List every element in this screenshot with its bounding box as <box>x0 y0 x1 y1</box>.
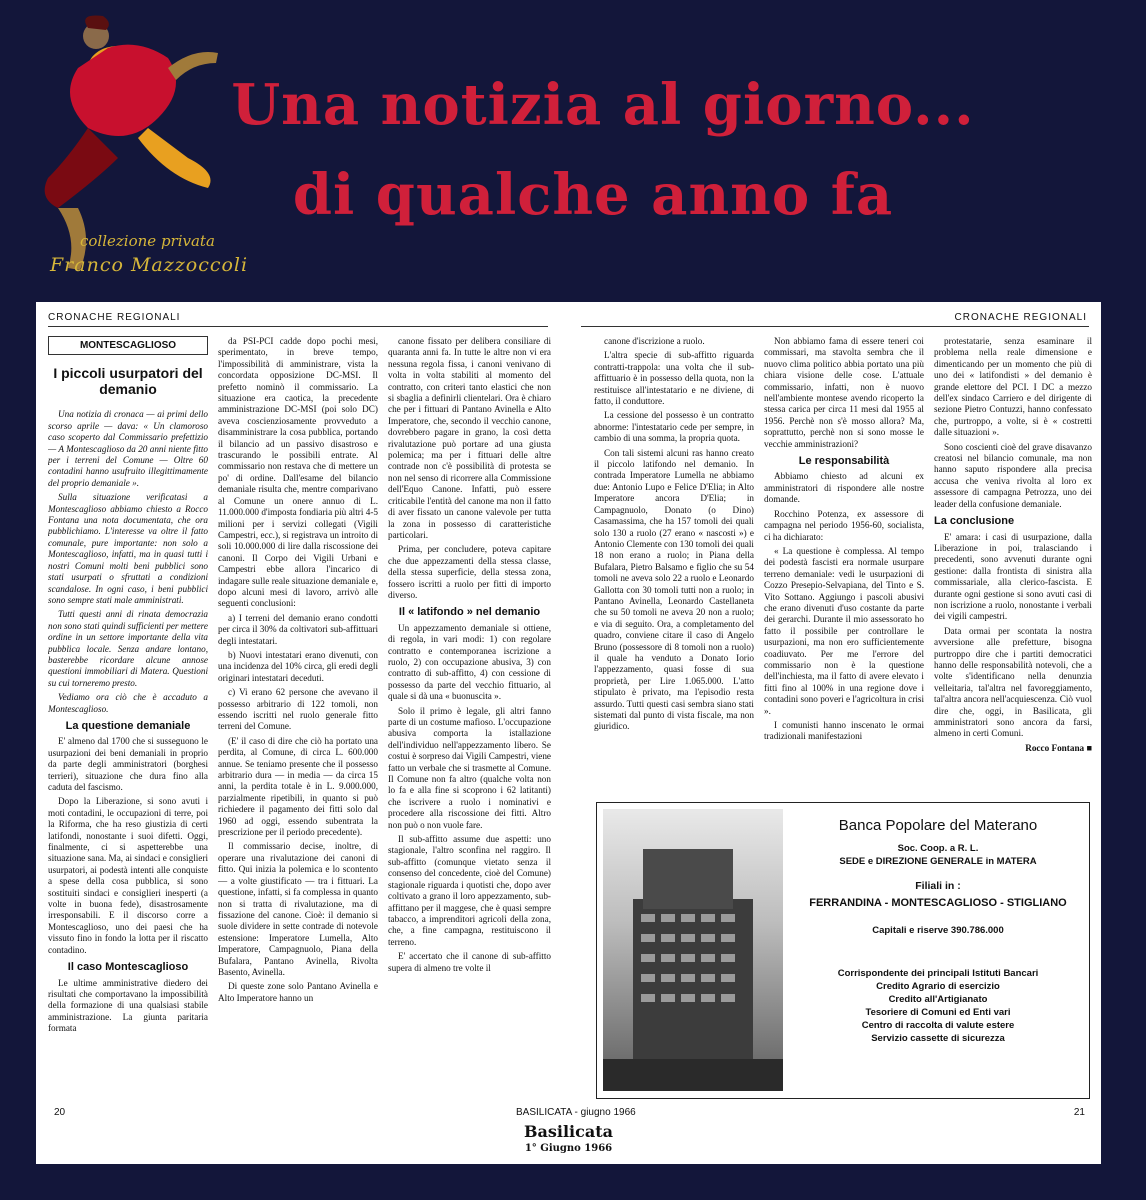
article-paragraph: Con tali sistemi alcuni ras hanno creato il piccolo latifondo nel demanio. In contrada Imperatore Lumella ne abbiamo due: Antonio Lupo e Felice D'Elia; in Alto Imperatore ancora D'Elia; in Campagnuolo, Donato (o Dino) Casamassima, che ha 157 tomoli dei quali solo 130 a ruolo (27 erano « nascosti ») e Antonio Clemente con 130 tomoli dei quali 18 non erano a ruolo; in Piana della Bufalara, Pietro Balsamo e figlio che su 54 tomoli ne aveva solo 22 a ruolo e Leonardo Gallotta con 30 tomoli tutti non a ruolo; in Pantano Avinella, Leonardo Castellaneta che su 50 tomoli ne aveva 20 non a ruolo; e via di seguito. Ora, a completamento del quadro, conviene citare il caso di Angelo Bruno (possessore di 8 tomoli non a ruolo) il quale ha venduto a Donato Iorio l'appezzamento, quasi fosse di sua proprietà, per Lire 1.065.000. L'atto stipulato è privato, ma l'episodio resta assurdo. Tutti questi casi sembra siano stati sistemati dal punto di vista fiscale, ma non giuridico. <box>594 447 754 732</box>
article-paragraph: E' accertato che il canone di sub-affitto supera di almeno tre volte il <box>388 951 551 973</box>
article-paragraph: Di queste zone solo Pantano Avinella e Alto Imperatore hanno un <box>218 981 378 1003</box>
service-line: Credito all'Artigianato <box>888 994 988 1005</box>
header-rule-right <box>581 326 1089 327</box>
service-line: Tesoriere di Comuni ed Enti vari <box>865 1007 1011 1018</box>
subheading: Il « latifondo » nel demanio <box>398 606 541 619</box>
bank-building-photo <box>603 809 783 1091</box>
article-paragraph: Tutti questi anni di rinata democrazia non sono stati quindi sufficienti per mettere ordine in un settore importante della vita pubblica locale. Senza andare lontano, basterebbe ricordare alcune annose questioni immobiliari di Matera. Questioni su cui torneremo presto. <box>48 609 208 688</box>
banner-title-line1: Una notizia al giorno... <box>231 72 975 138</box>
article-column-5 <box>764 336 924 791</box>
service-line: Corrispondente dei principali Istituti Bancari <box>837 968 1039 979</box>
subheading: La questione demaniale <box>65 719 191 732</box>
article-paragraph: Un appezzamento demaniale si ottiene, di regola, in vari modi: 1) con regolare contratto e contemporanea iscrizione a ruolo, 2) con occupazione abusiva, 3) con contratto di sub-affitto, 4) con cessione di possesso da parte del vecchio fittuario, al quale si dà una « buonuscita ». <box>388 622 551 702</box>
page-number-left: 20 <box>54 1107 66 1118</box>
article-paragraph: protestatarie, senza esaminare il problema nella reale dimensione e dimenticando per un momento che più di uno dei « latifondisti » del demanio è grande elettore del PCI. I DC a mezzo dell'ex sindaco Carriero e del dirigente di sezione Pietro Contuzzi, hanno confessato che, purtroppo, a volte, si è « costretti dalle situazioni ». <box>934 336 1092 438</box>
article-paragraph: « La questione è complessa. Al tempo dei podestà fascisti era normale usurpare terreno demaniale: vedi le usurpazioni di Cozzo Presepio-Selvapiana, del Tinto e S. Vito Sottano. Aggiungo i pascoli abusivi che erano divenuti d'uso costante da parte dei gerarchi. Durante il mio assessorato ho fatto il possibile per controllare le usurpazioni, ma non ero sufficientemente coadiuvato. Per me l'errore del commissario non è la questione dell'inchiesta, ma il fatto di avere elevato i fitti fino al 100% in una regione dove i contadini sono poveri e l'agricoltura in crisi ». <box>764 545 924 716</box>
article-paragraph: Una notizia di cronaca — ai primi dello scorso aprile — dava: « Un clamoroso caso scoperto dal Commissario prefettizio — A Montescaglioso da 20 anni niente fitto per i terreni del Comune — Oltre 60 contadini hanno usufruito illegittimamente del proprio demaniale ». <box>48 409 208 488</box>
article-paragraph: Sono coscienti cioè del grave disavanzo creatosi nel bilancio comunale, ma non hanno saputo rispondere alla precisa accusa che veniva rivolta al loro ex assessore di campagna Petrozza, uno dei leader della confusione demaniale. <box>934 441 1092 509</box>
subheading: Il caso Montescaglioso <box>67 961 189 974</box>
collector-name: Franco Mazzoccoli <box>50 254 249 276</box>
page-footer: BASILICATA - giugno 1966 <box>516 1107 636 1118</box>
article-paragraph: E' amara: i casi di usurpazione, dalla Liberazione in poi, tralasciando i precedenti, sono avvenuti durante ogni gestione: dalla frontista di sinistra alla commissariale, alla clerico-fascista. E durante ogni gestione si sono avuti casi di non iscrizione a ruolo, nonostante i verbali dei vigili campestri. <box>934 531 1092 622</box>
bank-capital: Capitali e riserve 390.786.000 <box>872 925 1004 936</box>
page-number-right: 21 <box>1073 1107 1085 1118</box>
article-paragraph: Rocchino Potenza, ex assessore di campagna nel periodo 1956-60, socialista, ci ha dichiarato: <box>764 508 924 542</box>
article-paragraph: c) Vi erano 62 persone che avevano il possesso arbitrario di 122 tomoli, non essendo iscritti nel ruolo generale fitto terreni del Comune. <box>218 687 378 732</box>
article-paragraph: L'altra specie di sub-affitto riguarda contratti-trappola: una volta che il sub-affittuario è in possesso della quota, non la restituisce all'intestatario e ne diviene, di fatto, il conduttore. <box>594 350 754 407</box>
article-column-2 <box>218 336 378 1096</box>
article-paragraph: La cessione del possesso è un contratto abnorme: l'intestatario cede per sempre, in cambio di una somma, la propria quota. <box>594 410 754 444</box>
masthead-name: Basilicata <box>524 1122 613 1141</box>
article-signature: Rocco Fontana ■ <box>1025 742 1092 753</box>
banner-title-line2: di qualche anno fa <box>292 162 894 228</box>
service-line: Credito Agrario di esercizio <box>876 981 1000 992</box>
bank-type: Soc. Coop. a R. L. <box>897 843 979 854</box>
bank-name: Banca Popolare del Materano <box>838 817 1038 834</box>
article-paragraph: Non abbiamo fama di essere teneri coi commissari, ma stavolta sembra che il nuovo clima politico abbia portato una più chiara visione delle cose. L'attuale commissario, infatti, non è nuovo nell'ambiente montese avendo ricoperto la stessa carica per circa 11 mesi dal 1955 al 1956. Perchè non s'è mosso allora? Ma, soprattutto, perchè non si sono mosse le vecchie amministrazioni? <box>764 336 924 449</box>
newspaper-page <box>36 302 1101 1164</box>
masthead <box>36 1122 1101 1154</box>
article-paragraph: Sulla situazione verificatasi a Montescaglioso abbiamo chiesto a Rocco Fontana una nota documentata, che ora pubblichiamo. L'interesse va oltre il fatto comunale, pure importante: non solo a Montescaglioso, infatti, ma in quasi tutti i nostri Comuni molti beni pubblici sono stati usurpati o sfruttati a condizioni scandalose. In ogni caso, i beni pubblici sono sempre stati male amministrati. <box>48 492 208 605</box>
article-paragraph: E' almeno dal 1700 che si susseguono le usurpazioni dei beni demaniali in proprio da parte degli amministratori (borghesi terrieri), situazione che dura fino alla caduta del fascismo. <box>48 736 208 792</box>
article-paragraph: (E' il caso di dire che ciò ha portato una perdita, al Comune, di circa L. 600.000 annue. Se teniamo presente che il possesso arbitrario dura — in media — da circa 15 anni, la perdita totale è in L. 9.000.000, parzialmente ripetibili, in quanto si può richiedere il pagamento dei fitti solo dal 1960 ad oggi, essendo subentrata la prescrizione per il periodo precedente). <box>218 735 378 838</box>
article-paragraph: Dopo la Liberazione, si sono avuti i moti contadini, le occupazioni di terre, poi la Riforma, che ha reso giustizia di certi latifondi, nonostante i suoi difetti. Oggi, finalmente, ci si aspetterebbe una situazione sana. Ma, ai sindaci e consiglieri usurpatori, ai podestà intenti alle conquiste a spese della cosa pubblica, si sono sostituiti sindaci e consiglieri inesperti (a volte in buona fede), disastrosamente irresponsabili. E il discorso corre a Montescaglioso, uno dei paesi che ha vissuto fino in fondo la lotta per il riscatto contadino. <box>48 796 208 955</box>
section-header-right: CRONACHE REGIONALI <box>954 312 1087 323</box>
collection-label: collezione privata <box>80 232 215 250</box>
section-header-left: CRONACHE REGIONALI <box>48 312 181 323</box>
article-column-6 <box>934 336 1092 791</box>
subheading: La conclusione <box>934 515 1015 528</box>
article-paragraph: b) Nuovi intestatari erano divenuti, con una incidenza del 10% circa, gli eredi degli originari intestatari deceduti. <box>218 649 378 683</box>
bank-ad-text <box>793 811 1083 1045</box>
article-paragraph: Prima, per concludere, poteva capitare che due appezzamenti della stessa classe, della stessa superficie, della stessa zona, fossero iscritti a ruolo per fitti di importo diverso. <box>388 544 551 600</box>
branches-label: Filiali in : <box>915 880 961 892</box>
branches-list: FERRANDINA - MONTESCAGLIOSO - STIGLIANO <box>809 897 1067 909</box>
article-column-1 <box>48 336 208 1086</box>
article-paragraph: Il sub-affitto assume due aspetti: uno stagionale, l'altro sconfina nel raggiro. Il sub-affitto (comunque vietato senza il consenso del concedente, cioè del Comune) stagionale riguarda i quotisti che, dopo aver coltivato a grano il loro appezzamento, sub-affittano per il maggese, che è quasi sempre tabacco, a imprenditori agricoli della zona, che, a fine campagna, restituiscono il terreno. <box>388 834 551 947</box>
article-paragraph: Vediamo ora ciò che è accaduto a Montescaglioso. <box>48 692 208 714</box>
masthead-date: 1° Giugno 1966 <box>524 1143 613 1154</box>
article-column-3 <box>388 336 551 1096</box>
service-line: Servizio cassette di sicurezza <box>871 1033 1005 1044</box>
bank-hq: SEDE e DIREZIONE GENERALE in MATERA <box>839 856 1037 867</box>
article-column-4 <box>594 336 754 791</box>
article-place: MONTESCAGLIOSO <box>48 336 208 355</box>
service-line: Centro di raccolta di valute estere <box>861 1020 1015 1031</box>
article-paragraph: I comunisti hanno inscenato le ormai tradizionali manifestazioni <box>764 720 924 742</box>
article-paragraph: da PSI-PCI cadde dopo pochi mesi, sperimentato, in breve tempo, l'impossibilità di amministrare, vista la concordata opposizione DC-MSI. Il prefetto nominò il commissario. La situazione era caotica, la precedente amministrazione DC-MSI (poi solo DC) aveva coscienziosamente provveduto a disamministrare la cosa pubblica, portando il bilancio ad un passivo disastroso e trascurando le possibili entrate. Al commissario non restava che di mettere un po' di ordine. Dall'esame del bilancio demaniale risulta che, mentre comparivano al Comune un onere annuo di L. 11.000.000 d'imposta fondiaria più altri 4-5 milioni per i servizi collegati (Vigili Campestri, ecc.), si registrava un introito di soli 10.000.000 di lire dalla riscossione dei canoni. Il Corpo dei Vigili Urbani e Campestri ebbe allora l'incarico di indagare sulle reale situazione demaniale e, dopo alcuni mesi di lavoro, arrivò alle seguenti conclusioni: <box>218 336 378 609</box>
article-paragraph: canone fissato per delibera consiliare di quaranta anni fa. In tutte le altre non vi era nessuna regola fissa, i canoni venivano di volta in volta stabiliti al momento del contratto, con criteri tanto elastici che non si sbaglia a definirli clientelari. Ora è chiaro che per i fittuari di Pantano Avinella e Alto Imperatore, che, secondo il vecchio canone, dovrebbero pagare in grano, la così detta rivalutazione può portare ad una giusta polemica; ma per i fittuari delle altre contrade non c'è possibilità di protesta se non nel senso di ricorrere alla Commissione dell'Equo Canone. Infatti, può essere criticabile l'entità del canone ma non il fatto di aver fissato un canone valevole per tutta la zona in possesso di caratteristiche particolari. <box>388 336 551 540</box>
header-rule-left <box>48 326 548 327</box>
article-paragraph: Le ultime amministrative diedero dei risultati che comportavano la impossibilità della formazione di una qualsiasi stabile amministrazione. La giunta paritaria formata <box>48 977 208 1034</box>
article-paragraph: Il commissario decise, inoltre, di operare una rivalutazione dei canoni di fitto. Qui inizia la polemica e lo scontento — a volte giustificato — tra i fittuari. La questione, infatti, si fa complessa in quanto non si tratta di rivalutazione, ma di fissazione del canone. Cioè: il demanio si suole dividere in sette contrade di notevole estensione: Imperatore Lumella, Alto Imperatore, Campagnuolo, Piana della Bufalara, Pantano Avinella, Rivolta Basento, Avinella. <box>218 841 378 977</box>
article-paragraph: Data ormai per scontata la nostra avversione alle prefetture, bisogna purtroppo dire che i partiti democratici hanno delle responsabilità notevoli, che a volte s'identificano nella denunzia velleitaria, tal'altra nel favoreggiamento, tal'altra ancora nell'acquiescenza. Ciò vuol dire che, oggi, in Basilicata, gli amministratori sono ancora da farsi, almeno in certi Comuni. <box>934 625 1092 739</box>
article-paragraph: Abbiamo chiesto ad alcuni ex amministratori di rispondere alle nostre domande. <box>764 471 924 505</box>
article-paragraph: a) I terreni del demanio erano condotti per circa il 30% da coltivatori sub-affittuari degli intestatari. <box>218 612 378 646</box>
subheading: Le responsabilità <box>798 455 890 468</box>
article-paragraph: Solo il primo è legale, gli altri fanno parte di un costume mafioso. L'occupazione abusiva comporta la istallazione dell'individuo nell'appezzamento libero. Se costui è sorpreso dai Vigili Campestri, viene fatto un verbale che si trasmette al Comune. Il Comune non fa altro (qualche volta non lo fa e alla fine si scoprono i 62 latitanti) che iscrivere a ruolo i nominativi e procedere alla riscossione dei fitti. Altro non può o non vuole fare. <box>388 705 551 830</box>
bank-advertisement <box>596 802 1090 1099</box>
article-paragraph: canone d'iscrizione a ruolo. <box>604 336 705 346</box>
building-icon <box>603 809 783 1091</box>
article-headline: I piccoli usurpatori del demanio <box>53 365 203 398</box>
